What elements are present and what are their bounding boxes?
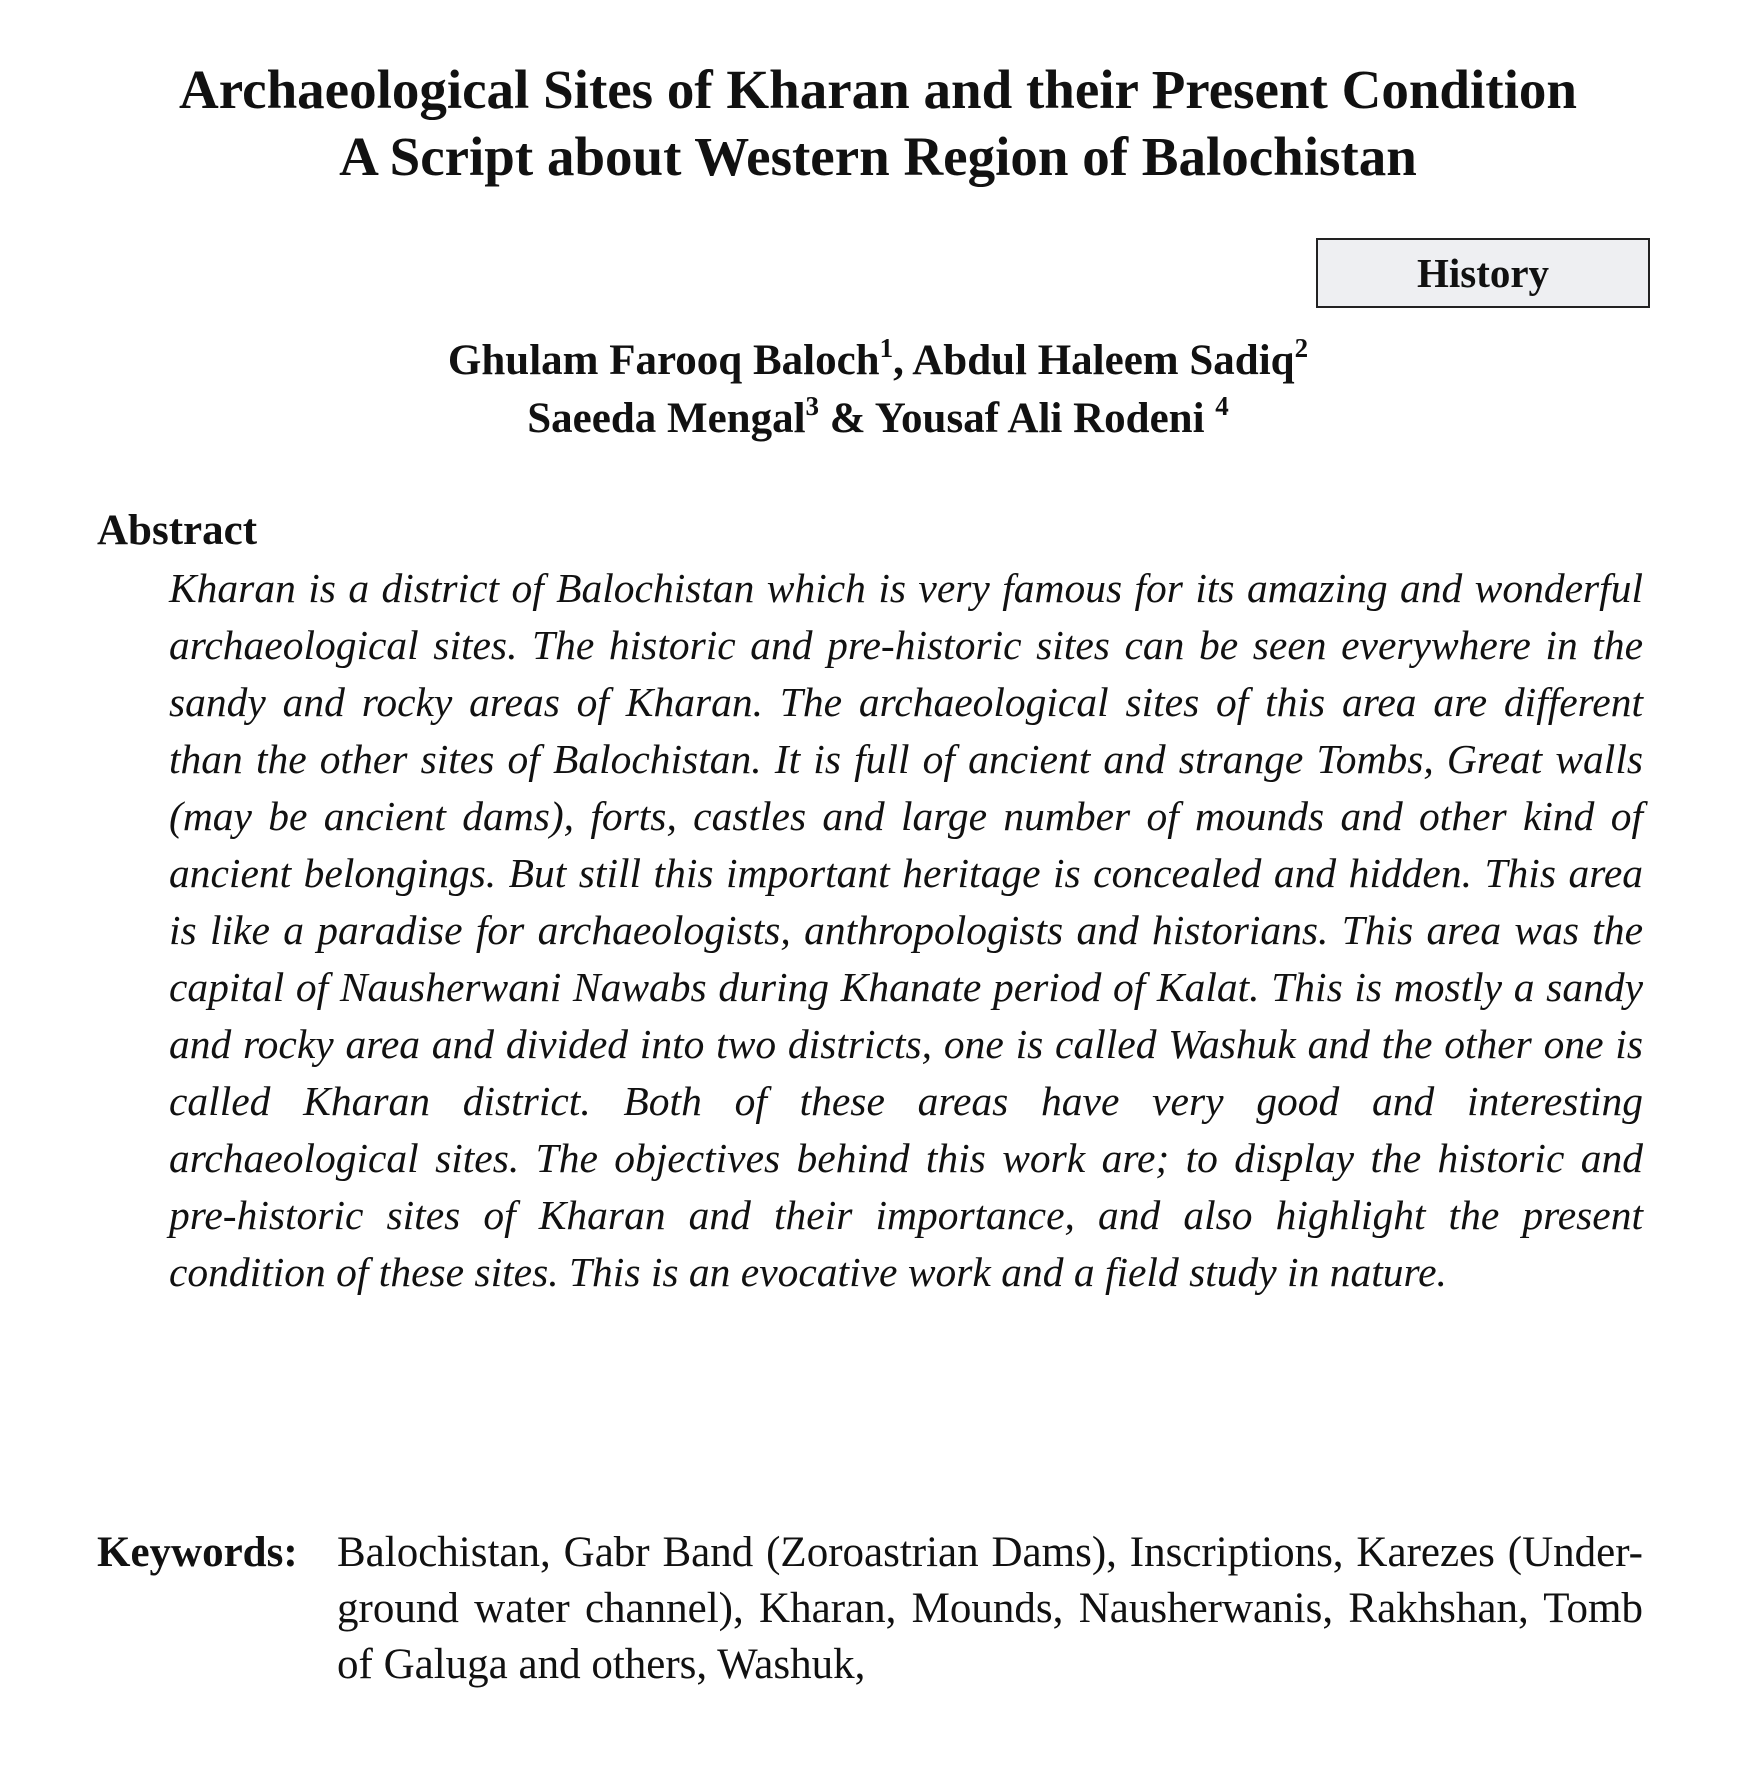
keywords-text: Balochistan, Gabr Band (Zoroastrian Dams), Inscriptions, Karezes (Under-ground water channel), Kharan, Mounds, Nausherwanis, Rakhshan, Tomb of Galuga and others, Washuk, bbox=[337, 1529, 1643, 1688]
paper-title bbox=[0, 56, 1756, 190]
author-affiliation: 4 bbox=[1215, 391, 1229, 421]
keywords-label: Keywords: bbox=[97, 1529, 298, 1576]
author-name: Yousaf Ali Rodeni bbox=[874, 395, 1216, 442]
author-name: Ghulam Farooq Baloch bbox=[447, 337, 880, 384]
title-line-2: A Script about Western Region of Balochistan bbox=[339, 126, 1417, 187]
author-name: Saeeda Mengal bbox=[527, 395, 806, 442]
subject-label: History bbox=[1416, 250, 1550, 296]
title-line-1: Archaeological Sites of Kharan and their Present Condition bbox=[179, 59, 1577, 120]
abstract-text: Kharan is a district of Balochistan which is very famous for its amazing and wonderful archaeological sites. The historic and pre-historic sites can be seen everywhere in the sandy and rocky areas of Kharan. The archaeological sites of this area are different than the other sites of Balochistan. It is full of ancient and strange Tombs, Great walls (may be ancient dams), forts, castles and large number of mounds and other kind of ancient belongings. But still this important heritage is concealed and hidden. This area is like a paradise for archaeologists, anthropologists and historians. This area was the capital of Nausherwani Nawabs during Khanate period of Kalat. This is mostly a sandy and rocky area and divided into two districts, one is called Washuk and the other one is called Kharan district. Both of these areas have very good and interesting archaeological sites. The objectives behind this work are; to display the historic and pre-historic sites of Kharan and their importance, and also highlight the present condition of these sites. This is an evocative work and a field study in nature. bbox=[169, 565, 1643, 1295]
author-name: Abdul Haleem Sadiq bbox=[912, 337, 1295, 384]
abstract-heading: Abstract bbox=[97, 507, 258, 554]
author-affiliation: 2 bbox=[1294, 333, 1309, 363]
author-list bbox=[0, 332, 1756, 448]
author-line-2 bbox=[0, 390, 1756, 448]
author-line-1 bbox=[0, 332, 1756, 390]
subject-category-box bbox=[1316, 238, 1650, 308]
author-affiliation: 1 bbox=[879, 333, 894, 363]
author-affiliation: 3 bbox=[805, 391, 820, 421]
author-separator: & bbox=[819, 395, 875, 442]
keywords-section bbox=[97, 1525, 1643, 1693]
author-separator: , bbox=[893, 337, 913, 384]
